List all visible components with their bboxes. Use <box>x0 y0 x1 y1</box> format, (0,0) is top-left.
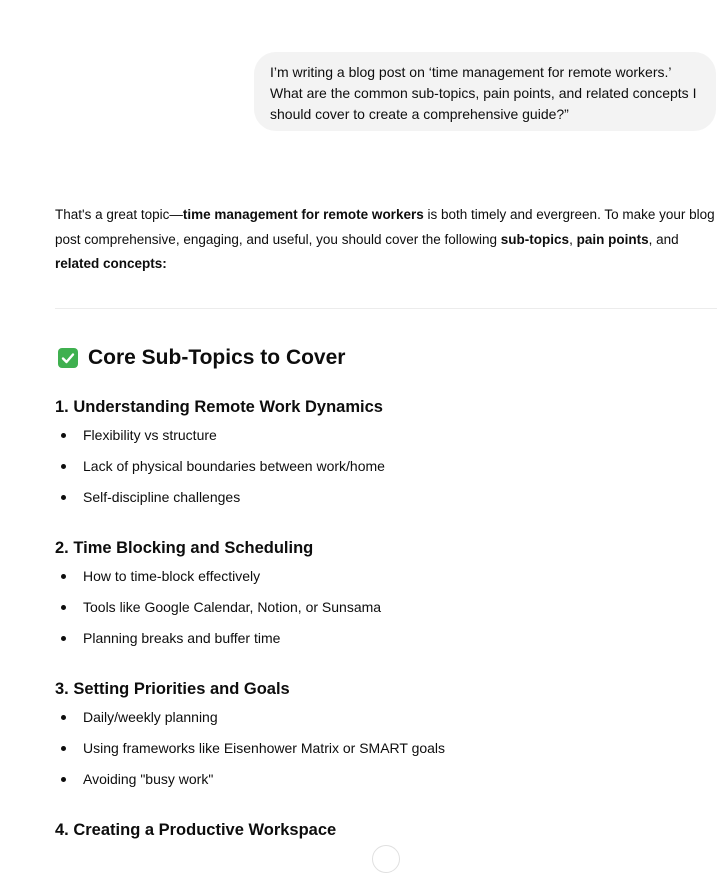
bullet-icon <box>61 605 66 610</box>
intro-bold-pain-points: pain points <box>576 231 649 247</box>
intro-bold-related-concepts: related concepts: <box>55 256 167 271</box>
list-item-text: How to time-block effectively <box>83 568 261 584</box>
response-intro <box>55 203 720 277</box>
bullet-icon <box>61 574 66 579</box>
bullet-icon <box>61 746 66 751</box>
intro-text: is both timely and evergreen. To make your blog post comprehensive, engaging, and useful, you should cover the following <box>55 207 715 247</box>
intro-text: , <box>569 231 577 247</box>
list-item-text: Lack of physical boundaries between work/home <box>83 458 385 474</box>
user-message-text: I’m writing a blog post on ‘time management for remote workers.’ What are the common sub-topics, pain points, and related concepts I should cover to create a comprehensive guide?” <box>270 64 697 122</box>
heading-text: Core Sub-Topics to Cover <box>88 346 346 369</box>
list-item <box>55 768 715 799</box>
bullet-icon <box>61 495 66 500</box>
list-item <box>55 486 715 517</box>
list-item-text: Tools like Google Calendar, Notion, or Sunsama <box>83 599 382 615</box>
list-item <box>55 627 715 658</box>
list-item-text: Avoiding "busy work" <box>83 771 214 787</box>
list-item-text: Using frameworks like Eisenhower Matrix or SMART goals <box>83 740 446 756</box>
list-item <box>55 706 715 737</box>
bullet-list <box>55 565 715 658</box>
intro-text: , and <box>648 231 679 247</box>
list-item <box>55 455 715 486</box>
list-item-text: Self-discipline challenges <box>83 489 241 505</box>
intro-bold-subtopics: sub-topics <box>500 231 570 247</box>
list-item-text: Planning breaks and buffer time <box>83 630 281 646</box>
user-message-bubble <box>254 52 716 131</box>
bullet-list <box>55 706 715 799</box>
subtopic-section-2 <box>55 537 715 658</box>
section-divider <box>55 308 717 309</box>
section-title: 1. Understanding Remote Work Dynamics <box>55 398 383 416</box>
list-item <box>55 596 715 627</box>
bullet-list <box>55 424 715 517</box>
bullet-icon <box>61 636 66 641</box>
section-title: 2. Time Blocking and Scheduling <box>55 539 314 557</box>
list-item <box>55 424 715 455</box>
intro-text: That's a great topic— <box>55 207 183 222</box>
section-title: 4. Creating a Productive Workspace <box>55 821 337 839</box>
list-item <box>55 737 715 768</box>
check-mark-button-icon <box>58 348 78 368</box>
scroll-down-button[interactable] <box>372 845 400 873</box>
list-item <box>55 565 715 596</box>
bullet-icon <box>61 433 66 438</box>
section-title: 3. Setting Priorities and Goals <box>55 680 290 698</box>
subtopic-section-3 <box>55 678 715 799</box>
list-item-text: Daily/weekly planning <box>83 709 218 725</box>
bullet-icon <box>61 715 66 720</box>
core-subtopics-heading <box>58 342 345 374</box>
subtopic-section-4 <box>55 819 715 841</box>
list-item-text: Flexibility vs structure <box>83 427 217 443</box>
subtopic-section-1 <box>55 396 715 517</box>
intro-bold-topic: time management for remote workers <box>182 207 424 222</box>
bullet-icon <box>61 777 66 782</box>
bullet-icon <box>61 464 66 469</box>
